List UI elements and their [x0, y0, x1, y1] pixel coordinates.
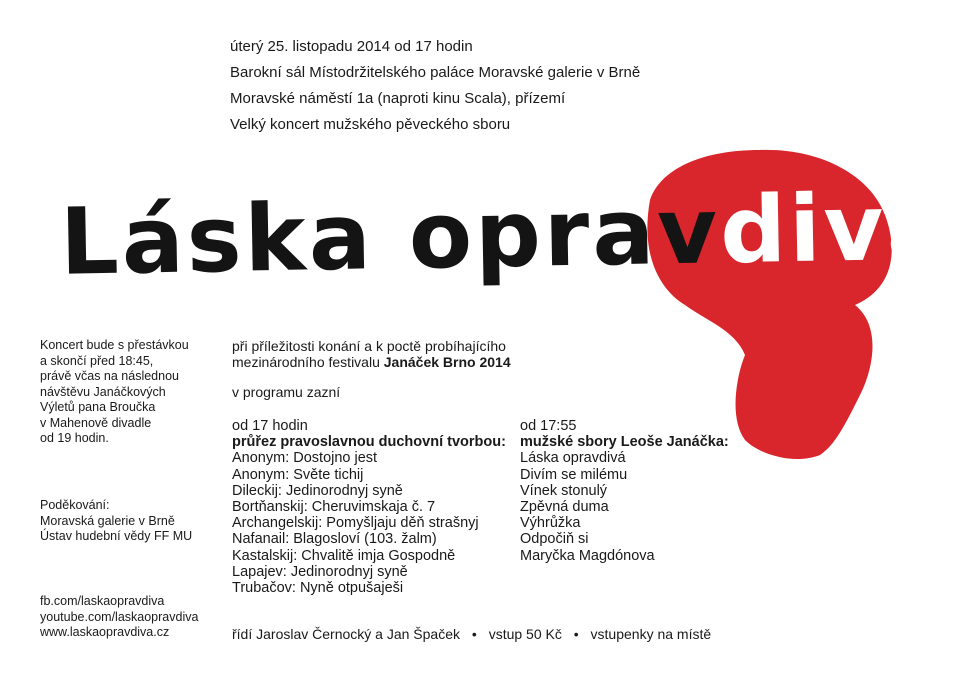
program-item: Nafanail: Blagosloví (103. žalm) [232, 531, 437, 548]
program-left-time: od 17 hodin [232, 418, 308, 434]
header-concert: Velký koncert mužského pěveckého sboru [230, 116, 511, 133]
footer-separator: • [573, 626, 579, 642]
thanks-block [40, 498, 230, 545]
header-venue: Barokní sál Místodržitelského paláce Moravské galerie v Brně [230, 64, 641, 81]
note-line: právě včas na následnou [40, 369, 179, 383]
thanks-line: Ústav hudební vědy FF MU [40, 529, 193, 543]
website-link[interactable]: www.laskaopravdiva.cz [40, 625, 170, 639]
title-light-part: divá [719, 173, 953, 285]
footer-tickets: vstupenky na místě [590, 626, 712, 642]
footer-line [232, 626, 711, 642]
program-item: Kastalskij: Chvalitě imja Gospodně [232, 547, 456, 564]
program-item: Divím se milému [520, 466, 628, 483]
program-item: Lapajev: Jedinorodnyj syně [232, 563, 408, 580]
program-item: Láska opravdivá [520, 450, 626, 467]
thanks-title: Poděkování: [40, 498, 110, 512]
program-right [520, 418, 729, 564]
intro-line-2 [232, 354, 511, 370]
program-item: Anonym: Světe tichij [232, 466, 364, 483]
thanks-line: Moravská galerie v Brně [40, 513, 175, 528]
program-label: v programu zazní [232, 384, 341, 400]
footer-entry: vstup 50 Kč [488, 626, 562, 642]
program-item: Zpěvná duma [520, 499, 609, 516]
program-item: Dileckij: Jedinorodnyj syně [232, 482, 403, 499]
note-line: návštěvu Janáčkových [40, 384, 166, 399]
youtube-link[interactable]: youtube.com/laskaopravdiva [40, 609, 199, 624]
title-dark-part: Láska oprav [59, 177, 722, 296]
program-item: Odpočiň si [520, 531, 589, 548]
program-item: Vínek stonulý [520, 482, 608, 499]
program-item: Bortňanskij: Cheruvimskaja č. 7 [232, 499, 436, 516]
program-item: Maryčka Magdónova [520, 547, 655, 564]
program-item: Archangelskij: Pomyšljaju děň strašnyj [232, 515, 479, 532]
note-line: od 19 hodin. [40, 431, 109, 445]
footer-separator: • [471, 626, 477, 642]
program-left-heading: průřez pravoslavnou duchovní tvorbou: [232, 434, 506, 451]
header-address: Moravské náměstí 1a (naproti kinu Scala), přízemí [230, 90, 566, 107]
program-left [232, 418, 506, 596]
note-line: a skončí před 18:45, [40, 353, 154, 368]
links-block [40, 594, 230, 641]
program-item: Trubačov: Nyně otpušaješi [232, 580, 404, 597]
note-line: Koncert bude s přestávkou [40, 338, 189, 352]
concert-note [40, 338, 220, 447]
festival-name: Janáček Brno 2014 [383, 354, 511, 370]
footer-conductors: řídí Jaroslav Černocký a Jan Špaček [232, 626, 460, 642]
program-item: Výhrůžka [520, 515, 581, 532]
note-line: Výletů pana Broučka [40, 400, 156, 414]
header-date: úterý 25. listopadu 2014 od 17 hodin [230, 38, 473, 55]
intro-block [232, 338, 511, 400]
facebook-link[interactable]: fb.com/laskaopravdiva [40, 594, 165, 608]
intro-festival-prefix: mezinárodního festivalu [232, 354, 384, 370]
program-right-heading: mužské sbory Leoše Janáčka: [520, 434, 729, 451]
poster-title [59, 172, 952, 298]
note-line: v Mahenově divadle [40, 415, 152, 430]
program-right-time: od 17:55 [520, 418, 577, 434]
program-item: Anonym: Dostojno jest [232, 450, 378, 467]
intro-line-1: při příležitosti konání a k poctě probíhajícího [232, 338, 506, 354]
